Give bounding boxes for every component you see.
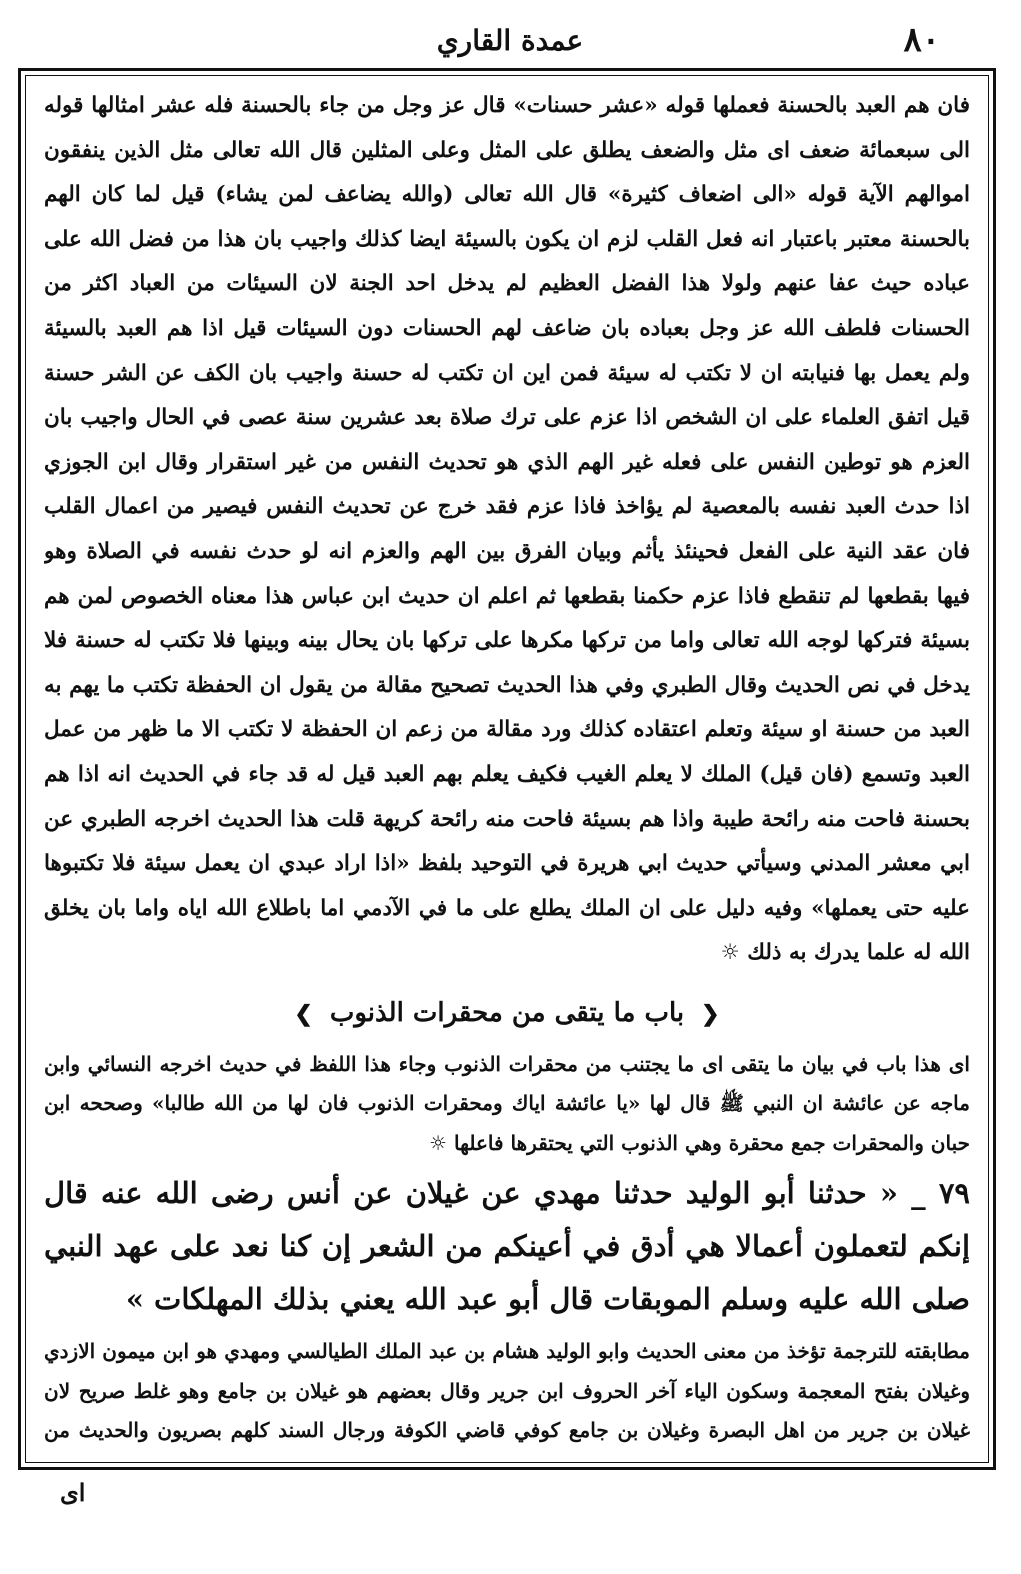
page-header bbox=[0, 0, 1021, 66]
page-number: ٨٠ bbox=[903, 20, 940, 60]
chapter-heading bbox=[44, 990, 970, 1037]
running-title: عمدة القاري bbox=[436, 24, 584, 57]
hadith-open-bracket-icon: « bbox=[879, 1176, 898, 1211]
page-body bbox=[44, 84, 970, 1456]
commentary-paragraph: مطابقته للترجمة تؤخذ من معنى الحديث وابو الوليد هشام بن عبد الملك الطيالسي ومهدي هو ابن ميمون الازدي وغيلان بفتح المعجمة وسكون الياء آخر الحروف ابن جرير وقال بعضهم هو غيلان بن جامع وهو غلط صريح لان غيلان بن جرير من اهل البصرة وغيلان بن جامع كوفي قاضي الكوفة ورجال السند كلهم بصريون والحديث من bbox=[44, 1339, 970, 1443]
intro-paragraph: فان هم العبد بالحسنة فعملها قوله «عشر حسنات» قال عز وجل من جاء بالحسنة فله عشر امثالها قوله الى سبعمائة ضعف اى مثل والضعف يطلق على المثل وعلى المثلين قال الله تعالى مثل الذين ينفقون اموالهم الآية قوله «الى اضعاف كثيرة» قال الله تعالى (والله يضاعف لمن يشاء) قيل لما كان الهم بالحسنة معتبر باعتبار انه فعل القلب لزم ان يكون بالسيئة ايضا كذلك واجيب بان هذا من فضل الله على عباده حيث عفا عنهم ولولا هذا الفضل العظيم لم يدخل احد الجنة لان السيئات من العباد اكثر من الحسنات فلطف الله عز وجل بعباده بان ضاعف لهم الحسنات دون السيئات قيل اذا هم العبد بالسيئة ولم يعمل بها فنيابته ان لا تكتب له سيئة فمن اين ان تكتب له حسنة واجيب بان الكف عن الشر حسنة قيل اتفق العلماء على ان الشخص اذا عزم على ترك صلاة بعد عشرين سنة عصى في الحال واجيب بان العزم هو توطين النفس على فعله غير الهم الذي هو تحديث النفس من غير استقرار وقال ابن الجوزي اذا حدث العبد نفسه بالمعصية لم يؤاخذ فاذا عزم فقد خرج عن تحديث النفس فيصير من اعمال القلب فان عقد النية على الفعل فحينئذ يأثم وبيان الفرق بين الهم والعزم انه لو حدث نفسه في الصلاة وهو فيها بقطعها لم تنقطع فاذا عزم حكمنا بقطعها ثم اعلم ان حديث ابن عباس هذا معناه الخصوص لمن هم بسيئة فتركها لوجه الله تعالى واما من تركها مكرها على تركها بان يحال بينه وبينها فلا تكتب له حسنة فلا يدخل في نص الحديث وقال الطبري وفي هذا الحديث تصحيح مقالة من يقول ان الحفظة تكتب ما يهم به العبد من حسنة او سيئة وتعلم اعتقاده كذلك ورد مقالة من زعم ان الحفظة لا تكتب الا ما ظهر من عمل العبد وتسمع (فان قيل) الملك لا يعلم الغيب فكيف يعلم بهم العبد قيل له قد جاء في الحديث انه اذا هم بحسنة فاحت منه رائحة طيبة واذا هم بسيئة فاحت منه رائحة كريهة قلت هذا الحديث اخرجه الطبري عن ابي معشر المدني وسيأتي حديث ابي هريرة في التوحيد بلفظ «اذا اراد عبدي ان يعمل سيئة فلا تكتبوها عليه حتى يعملها» وفيه دليل على ان الملك يطلع على ما في الآدمي اما باطلاع الله اياه واما بان يخلق الله له علما يدرك به ذلك ☼ bbox=[44, 93, 970, 966]
hadith-number: ٧٩ bbox=[938, 1176, 970, 1211]
hadith-separator: _ bbox=[898, 1176, 926, 1211]
ornament-left-icon: ❯ bbox=[294, 1000, 313, 1027]
chapter-paragraph: اى هذا باب في بيان ما يتقى اى ما يجتنب من محقرات الذنوب وجاء هذا اللفظ في حديث اخرجه النسائي وابن ماجه عن عائشة ان النبي ﷺ قال لها «يا عائشة اياك ومحقرات الذنوب فان لها من الله طالبا» وصححه ابن حبان والمحقرات جمع محقرة وهي الذنوب التي يحتقرها فاعلها ☼ bbox=[44, 1051, 970, 1155]
hadith-text: حدثنا أبو الوليد حدثنا مهدي عن غيلان عن أنس رضى الله عنه قال إنكم لتعملون أعمالا هي أدق في أعينكم من الشعر إن كنا نعد على عهد النبي صلى الله عليه وسلم الموبقات قال أبو عبد الله يعني بذلك المهلكات bbox=[44, 1176, 970, 1317]
ornament-right-icon: ❮ bbox=[701, 1000, 720, 1027]
catchword: اى bbox=[60, 1478, 86, 1507]
chapter-title: باب ما يتقى من محقرات الذنوب bbox=[329, 997, 685, 1028]
hadith-close-bracket-icon: » bbox=[125, 1282, 144, 1317]
hadith-block bbox=[44, 1167, 970, 1326]
